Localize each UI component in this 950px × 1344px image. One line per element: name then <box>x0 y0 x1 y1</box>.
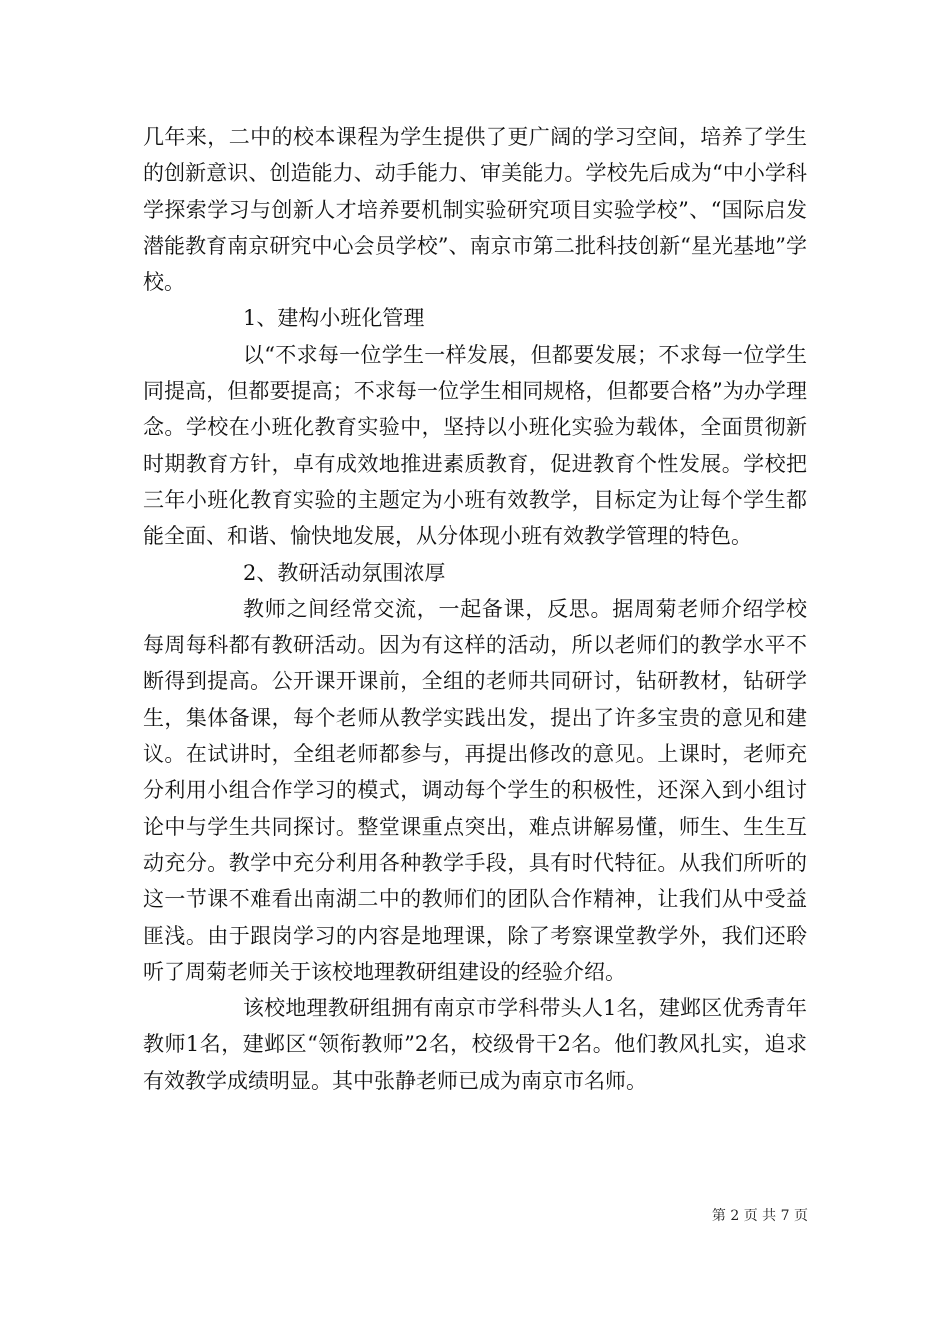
section-heading-small-class: 1、建构小班化管理 <box>243 306 425 331</box>
document-body <box>143 119 807 1099</box>
page-number: 第 2 页 共 7 页 <box>711 1208 808 1224</box>
paragraph-small-class: 以“不求每一位学生一样发展，但都要发展；不求每一位学生同提高，但都要提高；不求每一位学生相同规格，但都要合格”为办学理念。学校在小班化教育实验中，坚持以小班化实验为载体，全面贯彻新时期教育方针，卓有成效地推进素质教育，促进教育个性发展。学校把三年小班化教育实验的主题定为小班有效教学，目标定为让每个学生都能全面、和谐、愉快地发展，从分体现小班有效教学管理的特色。 <box>143 342 807 549</box>
paragraph-teaching-research: 教师之间经常交流，一起备课，反思。据周菊老师介绍学校每周每科都有教研活动。因为有这样的活动，所以老师们的教学水平不断得到提高。公开课开课前，全组的老师共同研讨，钻研教材，钻研学生，集体备课，每个老师从教学实践出发，提出了许多宝贵的意见和建议。在试讲时，全组老师都参与，再提出修改的意见。上课时，老师充分利用小组合作学习的模式，调动每个学生的积极性，还深入到小组讨论中与学生共同探讨。整堂课重点突出，难点讲解易懂，师生、生生互动充分。教学中充分利用各种教学手段，具有时代特征。从我们所听的这一节课不难看出南湖二中的教师们的团队合作精神，让我们从中受益匪浅。由于跟岗学习的内容是地理课，除了考察课堂教学外，我们还聆听了周菊老师关于该校地理教研组建设的经验介绍。 <box>143 596 807 984</box>
paragraph-geography-group: 该校地理教研组拥有南京市学科带头人1名，建邺区优秀青年教师1名，建邺区“领衔教师”2名，校级骨干2名。他们教风扎实，追求有效教学成绩明显。其中张静老师已成为南京市名师。 <box>143 996 807 1093</box>
section-heading-teaching-research: 2、教研活动氛围浓厚 <box>243 560 446 585</box>
paragraph-school-courses: 几年来，二中的校本课程为学生提供了更广阔的学习空间，培养了学生的创新意识、创造能力、动手能力、审美能力。学校先后成为“中小学科学探索学习与创新人才培养要机制实验研究项目实验学校”、“国际启发潜能教育南京研究中心会员学校”、南京市第二批科技创新“星光基地”学校。 <box>143 125 807 295</box>
